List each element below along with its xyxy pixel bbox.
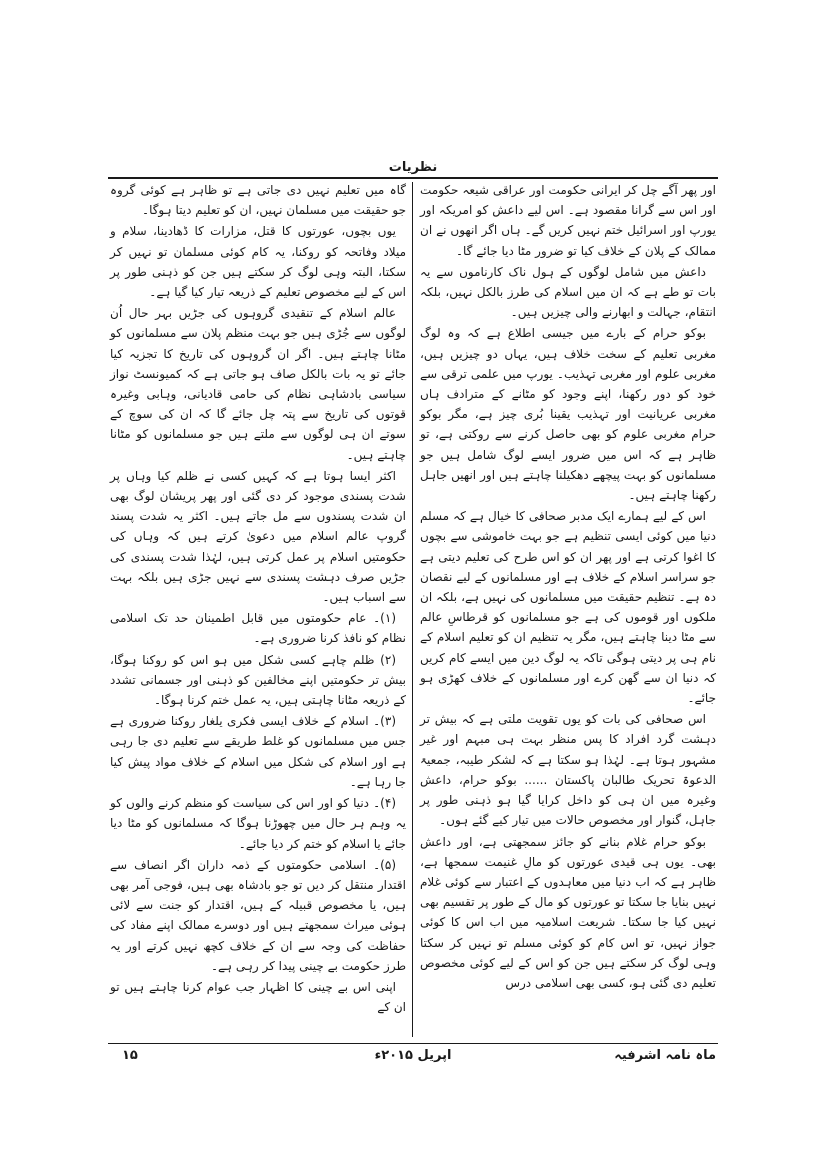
footer-rule: [108, 1043, 718, 1044]
right-column: [420, 180, 716, 994]
paragraph: اس کے لیے ہمارے ایک مدبر صحافی کا خیال ہے کہ مسلم دنیا میں کوئی ایسی تنظیم ہے جو بہت خاموشی سے بچوں کا اغوا کرتی ہے اور پھر ان کو اس طرح کی تعلیم دیتی ہے جو سراسر اسلام کے خلاف ہے اور مسلمانوں کے لیے نقصان دہ ہے۔ تنظیم حقیقت میں مسلمانوں کی نہیں ہے، بلکہ ان ملکوں اور قوموں کی ہے جو مسلمانوں کو قرطاسِ عالم سے مٹا دینا چاہتے ہیں، مگر یہ تنظیم ان کو تعلیم اسلام کے نام ہی پر دیتی ہوگی تاکہ یہ لوگ دین میں ایسے کام کریں کہ دنیا ان سے گھن کرے اور مسلمانوں کے خلاف کھڑی ہو جائے۔: [420, 509, 716, 706]
footer-issue-date: اپریل ۲۰۱۵ء: [374, 1048, 452, 1063]
footer-magazine-name: ماہ نامہ اشرفیہ: [614, 1048, 716, 1063]
paragraph: داعش میں شامل لوگوں کے ہول ناک کارناموں سے یہ بات تو طے ہے کہ ان میں اسلام کی طرز بالکل نہیں، بلکہ انتقام، جہالت و ابھارنے والی چیزیں ہیں۔: [420, 264, 716, 320]
left-column: [110, 180, 406, 1018]
header-rule: [108, 177, 718, 179]
paragraph: بوکو حرام غلام بنانے کو جائز سمجھتی ہے، اور داعش بھی۔ یوں ہی قیدی عورتوں کو مالِ غنیمت سمجھا ہے، ظاہر ہے کہ اب دنیا میں معاہدوں کے اعتبار سے کوئی غلام نہیں بنایا جا سکتا تو عورتوں کو مال کے طور پر تقسیم بھی نہیں کیا جا سکتا۔ شریعت اسلامیہ میں اب اس کا کوئی جواز نہیں، تو اس کام کو کوئی مسلم تو نہیں کر سکتا وہی لوگ کر سکتے ہیں جن کو اس کے لیے کوئی مخصوص تعلیم دی گئی ہو، کسی بھی اسلامی درس: [420, 834, 716, 990]
paragraph: (۵)۔ اسلامی حکومتوں کے ذمہ داران اگر انصاف سے اقتدار منتقل کر دیں تو جو بادشاہ بھی ہیں، فوجی آمر بھی ہیں، یا مخصوص قبیلہ کے ہیں، اقتدار کو جنت سے لائی ہوئی میراث سمجھتے ہیں اور دوسرے ممالک اپنے مفاد کی حفاظت کی وجہ سے ان کے خلاف کچھ نہیں کرتے اور یہ طرز حکومت بے چینی پیدا کر رہی ہے۔: [110, 857, 406, 973]
paragraph: اپنی اس بے چینی کا اظہار جب عوام کرنا چاہتے ہیں تو ان کے: [110, 979, 406, 1015]
paragraph: (۳)۔ اسلام کے خلاف ایسی فکری یلغار روکنا ضروری ہے جس میں مسلمانوں کو غلط طریقے سے تعلیم دی جا رہی ہے اور اسلام کی شکل میں اسلام کے خلاف مواد پیش کیا جا رہا ہے۔: [110, 714, 406, 789]
paragraph: (۱)۔ عام حکومتوں میں قابل اطمینان حد تک اسلامی نظام کو نافذ کرنا ضروری ہے۔: [110, 611, 406, 646]
footer-page-number: ۱۵: [122, 1048, 138, 1063]
paragraph: اس صحافی کی بات کو یوں تقویت ملتی ہے کہ بیش تر دہشت گرد افراد کا پس منظر بہت ہی مبہم اور غیر مشہور ہوتا ہے۔ لہٰذا ہو سکتا ہے کہ لشکر طیبہ، جمعیۃ الدعوۃ تحریک طالبان پاکستان ...... بوکو حرام، داعش وغیرہ میں ان ہی کو داخل کرایا گیا ہو ذہنی طور پر جاہل، گنوار اور مخصوص حالات میں تیار کیے گئے ہوں۔: [420, 712, 716, 828]
paragraph: اکثر ایسا ہوتا ہے کہ کہیں کسی نے ظلم کیا وہاں پر شدت پسندی موجود کر دی گئی اور پھر پریشان لوگ بھی ان شدت پسندوں سے مل جاتے ہیں۔ اکثر یہ شدت پسند گروپ عالم اسلام میں دعویٰ کرتے ہیں کہ وہاں کی حکومتیں اسلام پر عمل کرتی ہیں، لہٰذا شدت پسندی کی جڑیں صرف دہشت پسندی سے نہیں جڑی ہیں بلکہ بہت سے اسباب ہیں۔: [110, 468, 406, 605]
paragraph: عالم اسلام کے تنقیدی گروہوں کی جڑیں بہر حال اُن لوگوں سے جُڑی ہیں جو بہت منظم پلان سے مسلمانوں کو مٹانا چاہتے ہیں۔ اگر ان گروہوں کی تاریخ کا تجزیہ کیا جائے تو یہ بات بالکل صاف ہو جاتی ہے کہ کمیونسٹ نواز سیاسی بادشاہی نظام کی حامی قادیانی، وہابی وغیرہ قوتوں کی تاریخ سے پتہ چل جائے گا کہ ان کی سوچ کے سوتے ان ہی لوگوں سے ملتے ہیں جو مسلمانوں کو مٹانا چاہتے ہیں۔: [110, 306, 406, 462]
paragraph: (۲) ظلم چاہے کسی شکل میں ہو اس کو روکنا ہوگا، بیش تر حکومتیں اپنے مخالفین کو ذہنی اور جسمانی تشدد کے ذریعہ مٹانا چاہتی ہیں، یہ عمل ختم کرنا ہوگا۔: [110, 652, 406, 708]
running-header-title: نظریات: [388, 160, 438, 175]
paragraph: یوں بچوں، عورتوں کا قتل، مزارات کا ڈھادینا، سلام و میلاد وفاتحہ کو روکنا، یہ کام کوئی مسلمان تو نہیں کر سکتا، البتہ وہی لوگ کر سکتے ہیں جن کو ذہنی طور پر اس کے لیے مخصوص تعلیم کے ذریعہ تیار کیا گیا ہے۔: [110, 224, 406, 300]
paragraph: اور پھر آگے چل کر ایرانی حکومت اور عراقی شیعہ حکومت اور اس سے گرانا مقصود ہے۔ اس لیے داعش کو امریکہ اور یورپ اور اسرائیل ختم نہیں کریں گے۔ ہاں اگر انھوں نے ان ممالک کے پلان کے خلاف کیا تو ضرور مٹا دیا جائے گا۔: [420, 183, 716, 258]
paragraph: بوکو حرام کے بارے میں جیسی اطلاع ہے کہ وہ لوگ مغربی تعلیم کے سخت خلاف ہیں، یہاں دو چیزیں ہیں، مغربی علوم اور مغربی تہذیب۔ یورپ میں علمی ترقی سے خود کو دور رکھنا، اپنے وجود کو مٹانے کے مترادف ہاں مغربی عریانیت اور تہذیب یقینا بُری چیز ہے، مگر بوکو حرام مغربی علوم کو بھی حاصل کرنے سے روکتی ہے، تو ظاہر ہے کہ اس میں ضرور ایسے لوگ شامل ہیں جو مسلمانوں کو بہت پیچھے دھکیلنا چاہتے ہیں اور انھیں جاہل رکھنا چاہتے ہیں۔: [420, 326, 716, 503]
paragraph: (۴)۔ دنیا کو اور اس کی سیاست کو منظم کرنے والوں کو یہ وہم ہر حال میں چھوڑنا ہوگا کہ مسلمانوں کو مٹا دیا جائے یا اسلام کو ختم کر دیا جائے۔: [110, 796, 406, 851]
paragraph: گاہ میں تعلیم نہیں دی جاتی ہے تو ظاہر ہے کوئی گروہ جو حقیقت میں مسلمان نہیں، ان کو تعلیم دیتا ہوگا۔: [110, 183, 406, 218]
column-divider: [412, 182, 413, 1037]
